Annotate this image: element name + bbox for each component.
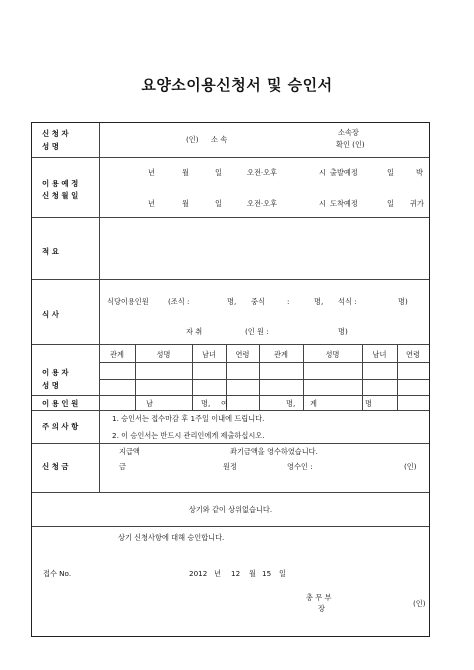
- statement-text: 상기와 같이 상위없습니다.: [188, 505, 273, 514]
- meals-lunch: 중식: [251, 297, 265, 306]
- meals-dinner: 석식 :: [338, 297, 357, 306]
- remarks-label: 적 요: [42, 247, 59, 256]
- approval-seal: (인): [413, 599, 426, 608]
- headcount-female: 여: [221, 399, 228, 408]
- users-header: 성명: [325, 350, 340, 359]
- users-header: 성명: [156, 350, 171, 359]
- row1-hour: 시: [319, 168, 326, 177]
- meals-people-unit: 명): [338, 327, 348, 336]
- row2-hour: 시: [319, 199, 326, 208]
- payment-receipt-text: 좌기금액을 영수하였습니다.: [230, 447, 318, 456]
- head-confirm: 확인 (인): [336, 140, 365, 149]
- schedule-label-line1: 이 용 예 정: [42, 179, 79, 188]
- approval-text: 상기 신청사항에 대해 승인합니다.: [118, 533, 225, 542]
- applicant-seal: (인): [186, 135, 199, 144]
- row1-status: 출발예정: [330, 168, 358, 177]
- row1-month: 월: [182, 168, 189, 177]
- row2-nights-suffix: 귀가: [410, 199, 424, 208]
- payment-label: 신 청 금: [42, 462, 69, 471]
- users-label-line1: 이 용 자: [42, 368, 69, 377]
- meals-unit1: 명,: [227, 297, 237, 306]
- meals-colon2: :: [287, 297, 290, 306]
- receipt-no: 접수 No.: [43, 569, 72, 578]
- users-header: 남녀: [372, 350, 387, 359]
- meals-prefix: 식당이용인원: [107, 297, 149, 306]
- notes-label: 주 의 사 항: [42, 422, 79, 431]
- row2-nights: 일: [387, 199, 394, 208]
- approval-year-unit: 년: [214, 569, 221, 578]
- meals-people: (인 원 :: [245, 327, 269, 336]
- meals-self-cook: 자 취: [186, 327, 203, 336]
- schedule-label-line2: 신 청 월 일: [42, 191, 79, 200]
- row2-ampm: 오전·오후: [247, 199, 278, 208]
- row1-year: 년: [148, 168, 155, 177]
- headcount-male: 남: [146, 399, 153, 408]
- row2-year: 년: [148, 199, 155, 208]
- payment-won: 원정: [223, 462, 237, 471]
- users-label-line2: 성 명: [42, 381, 59, 390]
- applicant-label-line1: 신 청 자: [42, 129, 69, 138]
- payment-receiver: 영수인 :: [287, 462, 313, 471]
- affiliation-label: 소 속: [211, 135, 228, 144]
- approval-month-unit: 월: [249, 569, 256, 578]
- applicant-label-line2: 성 명: [42, 142, 59, 151]
- payment-currency: 금: [119, 462, 126, 471]
- users-header: 연령: [235, 350, 250, 359]
- approval-day-unit: 일: [279, 569, 286, 578]
- users-header: 연령: [406, 350, 420, 359]
- row1-nights: 일: [387, 168, 394, 177]
- notes-item: 2. 이 승인서는 반드시 관리인에게 제출하십시오.: [112, 431, 265, 440]
- payment-paid-amount: 지급액: [119, 447, 140, 456]
- meals-label: 식 사: [42, 310, 59, 319]
- headcount-unit1: 명,: [201, 399, 211, 408]
- approval-dept-head: 장: [318, 604, 325, 613]
- payment-seal: (인): [404, 462, 417, 471]
- users-header: 관계: [110, 350, 124, 359]
- headcount-unit3: 명: [365, 399, 372, 408]
- approval-dept: 총 무 부: [306, 593, 332, 602]
- meals-unit2: 명,: [314, 297, 324, 306]
- headcount-label: 이 용 인 원: [42, 399, 79, 408]
- notes-item: 1. 승인서는 접수마감 후 1주일 이내에 드립니다.: [112, 414, 265, 423]
- users-header: 남녀: [202, 350, 216, 359]
- application-form: [31, 122, 430, 637]
- approval-day: 15: [262, 569, 272, 578]
- row2-status: 도착예정: [330, 199, 358, 208]
- row1-nights-suffix: 박: [416, 168, 423, 177]
- meals-breakfast: (조식 :: [168, 297, 190, 306]
- approval-year: 2012: [189, 569, 208, 578]
- approval-month: 12: [231, 569, 241, 578]
- users-header: 관계: [274, 350, 288, 359]
- head-title: 소속장: [338, 128, 359, 137]
- row2-day: 일: [215, 199, 222, 208]
- page-title: 요양소이용신청서 및 승인서: [141, 76, 333, 94]
- row2-month: 월: [182, 199, 189, 208]
- headcount-unit2: 명,: [286, 399, 296, 408]
- row1-ampm: 오전·오후: [247, 168, 278, 177]
- headcount-total: 계: [310, 399, 317, 408]
- row1-day: 일: [215, 168, 222, 177]
- meals-unit3: 명): [398, 297, 408, 306]
